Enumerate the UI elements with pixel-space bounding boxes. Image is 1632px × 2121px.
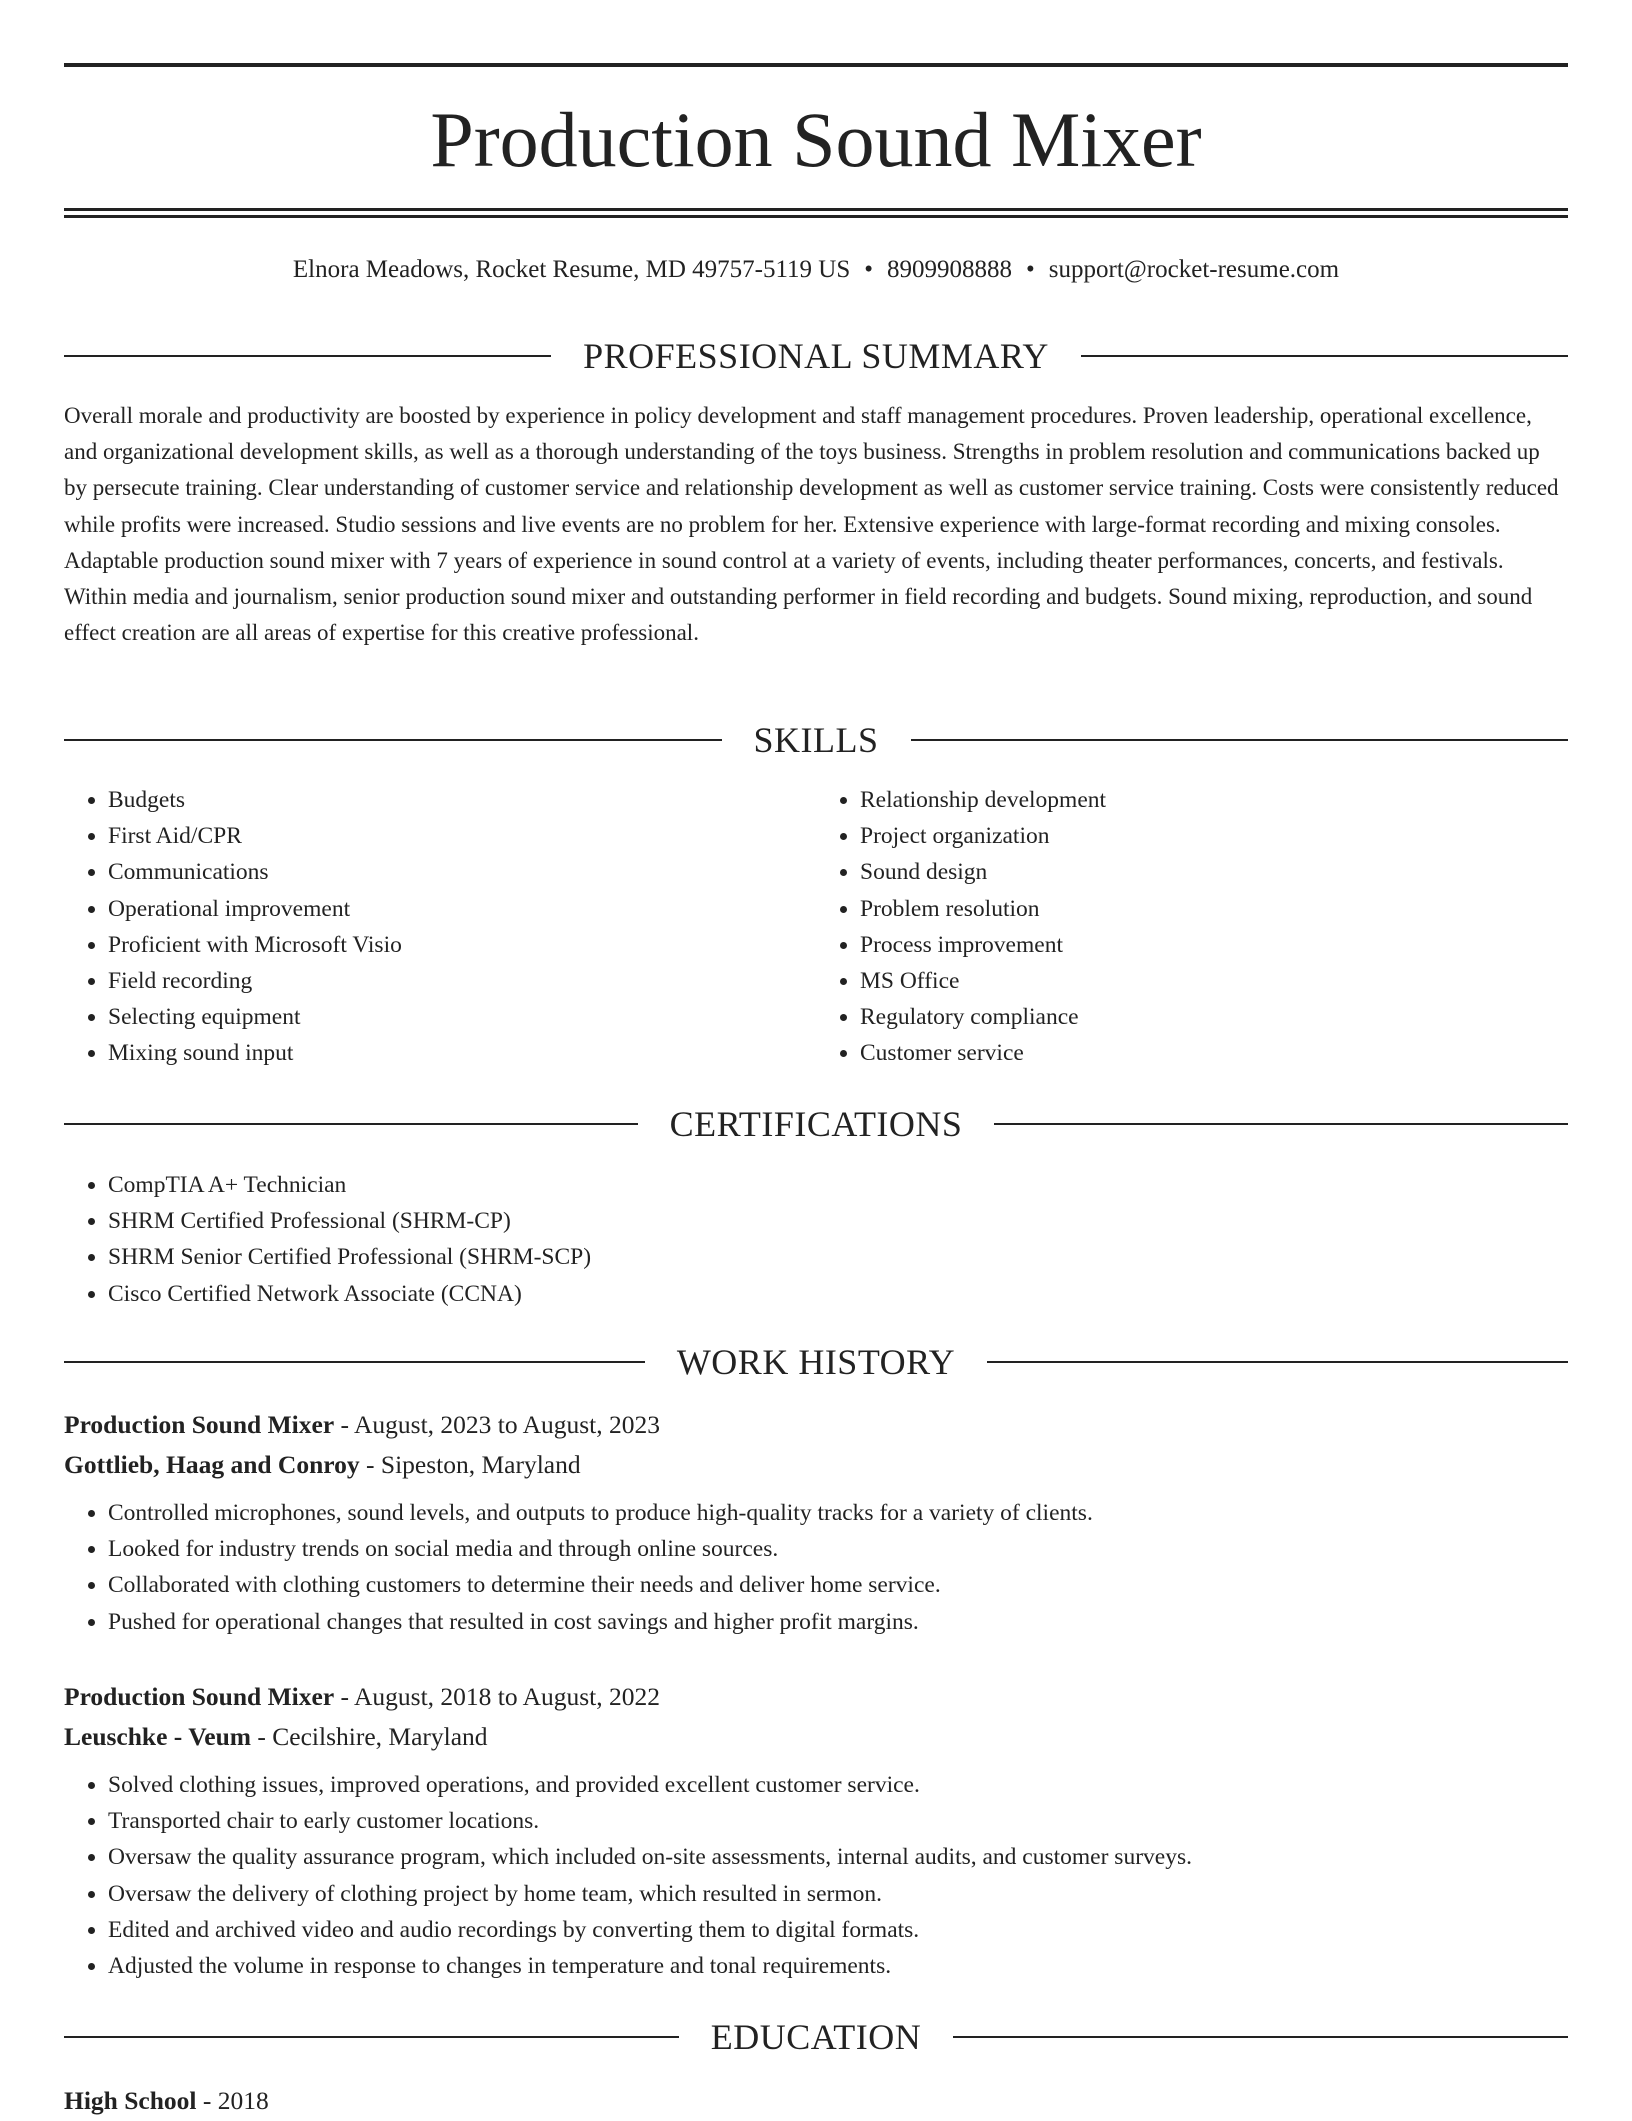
certification-item: • SHRM Certified Professional (SHRM-CP) bbox=[108, 1203, 1568, 1239]
section-title-text: EDUCATION bbox=[710, 2017, 922, 2057]
job-bullet: • Oversaw the quality assurance program, which included on-site assessments, internal audits, and customer surveys. bbox=[108, 1839, 1568, 1875]
job-bullet: • Oversaw the delivery of clothing project by home team, which resulted in sermon. bbox=[108, 1876, 1568, 1912]
title-double-rule bbox=[64, 208, 1568, 218]
skills-list bbox=[64, 782, 1568, 1072]
job-dates: - August, 2023 to August, 2023 bbox=[334, 1410, 661, 1439]
section-title-text: PROFESSIONAL SUMMARY bbox=[583, 336, 1049, 376]
certification-item: • CompTIA A+ Technician bbox=[108, 1167, 1568, 1203]
job-company-line bbox=[64, 1717, 1568, 1757]
contact-separator: • bbox=[864, 256, 874, 283]
summary-text: Overall morale and productivity are boosted by experience in policy development and staff management procedures. Proven leadership, operational excellence, and organizational development skills, as well as a thorough understanding of the toys business. Strengths in problem resolution and communications backed up by persecute training. Clear understanding of customer service and relationship development as well as customer service training. Costs were consistently reduced while profits were increased. Studio sessions and live events are no problem for her. Extensive experience with large-format recording and mixing consoles. Adaptable production sound mixer with 7 years of experience in sound control at a variety of events, including theater performances, concerts, and festivals. Within media and journalism, senior production sound mixer and outstanding performer in field recording and budgets. Sound mixing, reproduction, and sound effect creation are all areas of expertise for this creative professional. bbox=[64, 403, 1559, 646]
skill-item: • Operational improvement bbox=[108, 891, 816, 927]
contact-line bbox=[64, 252, 1568, 288]
skills-column-left bbox=[64, 782, 816, 1072]
skill-item: • Relationship development bbox=[860, 782, 1568, 818]
skill-item: • Selecting equipment bbox=[108, 999, 816, 1035]
skills-column-right bbox=[816, 782, 1568, 1072]
skill-item: • Project organization bbox=[860, 818, 1568, 854]
skill-item: • Budgets bbox=[108, 782, 816, 818]
skill-item: • Proficient with Microsoft Visio bbox=[108, 927, 816, 963]
contact-address: Elnora Meadows, Rocket Resume, MD 49757-5119 US bbox=[292, 256, 851, 283]
job-bullets bbox=[64, 1495, 1568, 1640]
job-title-line bbox=[64, 1677, 1568, 1717]
section-title-text: WORK HISTORY bbox=[676, 1342, 956, 1382]
skill-item: • Communications bbox=[108, 854, 816, 890]
section-title-summary bbox=[64, 334, 1568, 378]
job-bullet: • Pushed for operational changes that resulted in cost savings and higher profit margins. bbox=[108, 1604, 1568, 1640]
section-title-certifications bbox=[64, 1102, 1568, 1146]
skill-item: • Regulatory compliance bbox=[860, 999, 1568, 1035]
job-dates: - August, 2018 to August, 2022 bbox=[334, 1682, 661, 1711]
top-rule bbox=[64, 63, 1568, 67]
resume-title: Production Sound Mixer bbox=[430, 96, 1202, 183]
job-company: Leuschke - Veum bbox=[64, 1722, 252, 1751]
job-bullet: • Solved clothing issues, improved operations, and provided excellent customer service. bbox=[108, 1767, 1568, 1803]
skill-item: • First Aid/CPR bbox=[108, 818, 816, 854]
contact-separator: • bbox=[1026, 256, 1035, 283]
certification-item: • SHRM Senior Certified Professional (SHRM-SCP) bbox=[108, 1239, 1568, 1275]
skill-item: • Problem resolution bbox=[860, 891, 1568, 927]
job-entry bbox=[64, 1677, 1568, 1984]
job-bullet: • Controlled microphones, sound levels, and outputs to produce high-quality tracks for a variety of clients. bbox=[108, 1495, 1568, 1531]
skill-item: • Mixing sound input bbox=[108, 1035, 816, 1071]
skill-item: • MS Office bbox=[860, 963, 1568, 999]
job-location: - Cecilshire, Maryland bbox=[251, 1722, 488, 1751]
skill-item: • Process improvement bbox=[860, 927, 1568, 963]
job-bullet: • Looked for industry trends on social media and through online sources. bbox=[108, 1531, 1568, 1567]
job-title-line bbox=[64, 1405, 1568, 1445]
job-bullet: • Collaborated with clothing customers to determine their needs and deliver home service. bbox=[108, 1567, 1568, 1603]
skill-item: • Field recording bbox=[108, 963, 816, 999]
job-bullets bbox=[64, 1767, 1568, 1984]
contact-email: support@rocket-resume.com bbox=[1048, 256, 1340, 283]
job-bullet: • Transported chair to early customer locations. bbox=[108, 1803, 1568, 1839]
section-title-skills bbox=[64, 718, 1568, 762]
job-company: Gottlieb, Haag and Conroy bbox=[64, 1450, 360, 1479]
section-title-text: CERTIFICATIONS bbox=[669, 1104, 963, 1144]
job-entry bbox=[64, 1405, 1568, 1640]
section-title-education bbox=[64, 2015, 1568, 2059]
education-year: - 2018 bbox=[196, 2086, 269, 2115]
contact-phone: 8909908888 bbox=[887, 256, 1013, 283]
education-degree: High School bbox=[64, 2086, 197, 2115]
certification-item: • Cisco Certified Network Associate (CCNA) bbox=[108, 1276, 1568, 1312]
job-title: Production Sound Mixer bbox=[64, 1410, 335, 1439]
job-bullet: • Edited and archived video and audio recordings by converting them to digital formats. bbox=[108, 1912, 1568, 1948]
education-entry bbox=[64, 2081, 1568, 2121]
skill-item: • Customer service bbox=[860, 1035, 1568, 1071]
section-title-work-history bbox=[64, 1340, 1568, 1384]
job-company-line bbox=[64, 1445, 1568, 1485]
certifications-list bbox=[64, 1167, 1568, 1312]
job-bullet: • Adjusted the volume in response to changes in temperature and tonal requirements. bbox=[108, 1948, 1568, 1984]
skill-item: • Sound design bbox=[860, 854, 1568, 890]
job-location: - Sipeston, Maryland bbox=[359, 1450, 581, 1479]
section-title-text: SKILLS bbox=[753, 720, 879, 760]
job-title: Production Sound Mixer bbox=[64, 1682, 335, 1711]
